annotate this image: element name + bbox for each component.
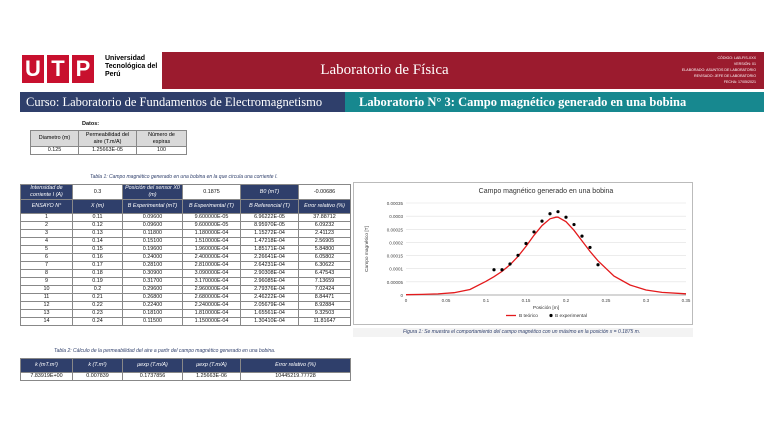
university-name: Universidad Tecnológica del Perú	[105, 55, 158, 78]
table-cell: 8.92884	[299, 302, 351, 310]
datos-header: Permeabilidad del aire (T.m/A)	[79, 131, 137, 147]
meta-line: CÓDIGO: LAB-FIS-XXX	[717, 56, 756, 60]
chart-title: Campo magnético generado en una bobina	[478, 188, 614, 195]
legend-label: B teórico	[519, 314, 538, 319]
meta-line: VERSIÓN: 01	[733, 62, 756, 66]
data-point	[564, 216, 567, 219]
table-cell: 0.14	[73, 238, 123, 246]
table1	[20, 184, 351, 326]
table-row	[21, 222, 351, 230]
y-tick-label: 0.0002	[389, 240, 403, 246]
x-tick-label: 0.25	[601, 298, 611, 303]
utp-logo	[22, 55, 94, 83]
table-cell: 2.79376E-04	[241, 286, 299, 294]
table-cell: 0.09600	[123, 214, 183, 222]
figure-caption: Figura 1: Se muestra el comportamiento del campo magnético con un máximo en la posición x = 0.1875 m.	[353, 328, 693, 337]
meta-line: ELABORADO: ASUNTOS DE LABORATORIO	[681, 68, 756, 72]
table-cell: 13	[21, 310, 73, 318]
series-line-b-teorico	[406, 217, 686, 295]
b0-value: -0.00686	[299, 185, 351, 200]
table-row	[21, 294, 351, 302]
table-cell: 2.240000E-04	[183, 302, 241, 310]
datos-table	[30, 130, 187, 155]
table-row	[21, 310, 351, 318]
table-cell: 2.26641E-04	[241, 254, 299, 262]
current-value: 0.3	[73, 185, 123, 200]
table-cell: 0.19	[73, 278, 123, 286]
table-cell: 3.090000E-04	[183, 270, 241, 278]
table2-header: μexp (T.m/A)	[123, 359, 183, 373]
table2-caption: Tabla 2: Cálculo de la permeabilidad del aire a partir del campo magnético generado en una bobina.	[54, 348, 276, 354]
table-cell: 6.09232	[299, 222, 351, 230]
table-cell: 0.11500	[123, 318, 183, 326]
table-cell: 8.95970E-05	[241, 222, 299, 230]
table-cell: 0.19600	[123, 246, 183, 254]
data-point	[492, 268, 495, 271]
x-tick-label: 0.3	[642, 298, 650, 303]
table-cell: 1.810000E-04	[183, 310, 241, 318]
logo-letter: P	[72, 55, 94, 83]
table-cell: 2.41123	[299, 230, 351, 238]
table-cell: 1	[21, 214, 73, 222]
table2-value: 0.007839	[73, 373, 123, 381]
table-row	[21, 286, 351, 294]
table-row	[21, 238, 351, 246]
table-cell: 37.88712	[299, 214, 351, 222]
table-cell: 6.30622	[299, 262, 351, 270]
datos-label: Datos:	[82, 121, 100, 127]
datos-header: Número de espiras	[137, 131, 187, 147]
x-tick-label: 0.35	[681, 298, 691, 303]
table-cell: 2.05679E-04	[241, 302, 299, 310]
lab-banner: Laboratorio N° 3: Campo magnético generado en una bobina	[345, 92, 764, 112]
table-row	[21, 230, 351, 238]
x-tick-label: 0.15	[521, 298, 531, 303]
table-cell: 0.24	[73, 318, 123, 326]
table2-value: 0.1737856	[123, 373, 183, 381]
table-row	[21, 318, 351, 326]
table-row	[21, 270, 351, 278]
table-row	[21, 302, 351, 310]
magnetic-field-chart	[354, 183, 694, 326]
table-cell: 2.90308E-04	[241, 270, 299, 278]
table-cell: 0.2	[73, 286, 123, 294]
table2-header: k (T.m²)	[73, 359, 123, 373]
table-cell: 10	[21, 286, 73, 294]
x-axis-label: Posición [m]	[532, 306, 560, 311]
table2	[20, 358, 351, 381]
table-cell: 1.510000E-04	[183, 238, 241, 246]
table-cell: 9	[21, 278, 73, 286]
table-cell: 0.09600	[123, 222, 183, 230]
table-cell: 4	[21, 238, 73, 246]
table-cell: 7	[21, 262, 73, 270]
table2-header: k (mT.m²)	[21, 359, 73, 373]
table-cell: 2.64231E-04	[241, 262, 299, 270]
table-cell: 1.150000E-04	[183, 318, 241, 326]
column-header: B Experimental (T)	[183, 200, 241, 214]
table-cell: 0.11	[73, 214, 123, 222]
table-cell: 0.18100	[123, 310, 183, 318]
table-cell: 8	[21, 270, 73, 278]
meta-line: FECHA: 17/05/2021	[723, 80, 756, 84]
datos-value: 0.125	[31, 147, 79, 155]
table-cell: 0.17	[73, 262, 123, 270]
table-row	[21, 278, 351, 286]
table2-header: μexp (T.m/A)	[183, 359, 241, 373]
column-header: Error relativo (%)	[299, 200, 351, 214]
document-meta	[607, 52, 764, 89]
table-cell: 9.32503	[299, 310, 351, 318]
table-cell: 2.810000E-04	[183, 262, 241, 270]
column-header: B Experimental (mT)	[123, 200, 183, 214]
course-banner: Curso: Laboratorio de Fundamentos de Electromagnetismo	[20, 92, 345, 112]
data-point	[500, 268, 503, 271]
y-tick-label: 0	[400, 293, 403, 298]
table2-value: 7.83919E+00	[21, 373, 73, 381]
table-cell: 1.960000E-04	[183, 246, 241, 254]
table-cell: 0.29600	[123, 286, 183, 294]
table-cell: 1.30410E-04	[241, 318, 299, 326]
meta-line: REVISADO: JEFE DE LABORATORIO	[694, 74, 756, 78]
table-row	[21, 254, 351, 262]
legend-label: B experimental	[555, 314, 587, 319]
table-cell: 6	[21, 254, 73, 262]
chart-panel	[353, 182, 693, 325]
x-tick-label: 0.1	[482, 298, 490, 303]
table-cell: 3.170000E-04	[183, 278, 241, 286]
data-point	[524, 242, 527, 245]
table-cell: 1.15272E-04	[241, 230, 299, 238]
legend-swatch-point	[549, 314, 552, 317]
table-cell: 3	[21, 230, 73, 238]
y-tick-label: 0.00015	[386, 253, 403, 259]
table-cell: 0.15100	[123, 238, 183, 246]
table-cell: 7.13659	[299, 278, 351, 286]
table-cell: 5.84800	[299, 246, 351, 254]
table-cell: 0.30900	[123, 270, 183, 278]
logo-letter: U	[22, 55, 44, 83]
data-point	[580, 235, 583, 238]
table-cell: 11.81647	[299, 318, 351, 326]
data-point	[540, 220, 543, 223]
sensor-position-value: 0.1875	[183, 185, 241, 200]
table-cell: 6.05802	[299, 254, 351, 262]
table-cell: 0.15	[73, 246, 123, 254]
data-point	[556, 210, 559, 213]
table1-caption: Tabla 1: Campo magnético generado en una bobina en la que circula una corriente I.	[90, 174, 278, 180]
table-cell: 14	[21, 318, 73, 326]
table-cell: 0.13	[73, 230, 123, 238]
table-cell: 11	[21, 294, 73, 302]
y-tick-label: 0.00035	[386, 201, 403, 206]
table-cell: 9.600000E-05	[183, 222, 241, 230]
table-cell: 7.02424	[299, 286, 351, 294]
table1-body	[21, 214, 351, 326]
table-cell: 0.31700	[123, 278, 183, 286]
table-cell: 0.16	[73, 254, 123, 262]
table-row	[21, 262, 351, 270]
b0-label: B0 (mT)	[241, 185, 299, 200]
table-cell: 0.23	[73, 310, 123, 318]
x-tick-label: 0.05	[441, 298, 451, 303]
y-axis-label: Campo magnético [T]	[365, 226, 370, 272]
table-cell: 1.85171E-04	[241, 246, 299, 254]
table-cell: 0.28100	[123, 262, 183, 270]
table-cell: 0.24000	[123, 254, 183, 262]
datos-value: 100	[137, 147, 187, 155]
table2-value: 10445219.77728	[241, 373, 351, 381]
table2-value: 1.25663E-06	[183, 373, 241, 381]
data-point	[588, 246, 591, 249]
table-cell: 2.46222E-04	[241, 294, 299, 302]
table-cell: 2.56905	[299, 238, 351, 246]
data-point	[532, 230, 535, 233]
logo-letter: T	[47, 55, 69, 83]
table-cell: 2	[21, 222, 73, 230]
current-label: Intensidad de corriente I (A)	[21, 185, 73, 200]
table-cell: 1.65561E-04	[241, 310, 299, 318]
data-point	[516, 254, 519, 257]
table-cell: 2.400000E-04	[183, 254, 241, 262]
table-cell: 2.96085E-04	[241, 278, 299, 286]
table-cell: 12	[21, 302, 73, 310]
table-cell: 0.11800	[123, 230, 183, 238]
column-header: X (m)	[73, 200, 123, 214]
column-header: ENSAYO N°	[21, 200, 73, 214]
table-cell: 0.12	[73, 222, 123, 230]
table-cell: 6.47543	[299, 270, 351, 278]
y-tick-label: 0.0003	[389, 214, 403, 220]
table-cell: 0.26800	[123, 294, 183, 302]
table-cell: 9.600000E-05	[183, 214, 241, 222]
table-cell: 0.22400	[123, 302, 183, 310]
table-cell: 8.84471	[299, 294, 351, 302]
table-cell: 0.18	[73, 270, 123, 278]
table-cell: 0.22	[73, 302, 123, 310]
data-point	[548, 212, 551, 215]
data-point	[572, 223, 575, 226]
table-cell: 6.96222E-05	[241, 214, 299, 222]
y-tick-label: 0.0001	[389, 266, 403, 272]
table-row	[21, 246, 351, 254]
table-cell: 0.21	[73, 294, 123, 302]
table-row	[21, 214, 351, 222]
x-tick-label: 0	[404, 298, 408, 303]
x-tick-label: 0.2	[562, 298, 570, 303]
data-point	[596, 263, 599, 266]
table-cell: 5	[21, 246, 73, 254]
column-header: B Referencial (T)	[241, 200, 299, 214]
datos-header: Diametro (m)	[31, 131, 79, 147]
sensor-position-label: Posición del sensor X0 (m)	[123, 185, 183, 200]
y-tick-label: 0.00025	[386, 227, 403, 233]
table2-header: Error relativo (%)	[241, 359, 351, 373]
table-cell: 1.47218E-04	[241, 238, 299, 246]
datos-value: 1.25663E-05	[79, 147, 137, 155]
table-cell: 2.960000E-04	[183, 286, 241, 294]
table-cell: 2.680000E-04	[183, 294, 241, 302]
table-cell: 1.180000E-04	[183, 230, 241, 238]
y-tick-label: 0.00005	[386, 279, 403, 285]
page-title: Laboratorio de Física	[162, 52, 607, 89]
data-point	[508, 262, 511, 265]
